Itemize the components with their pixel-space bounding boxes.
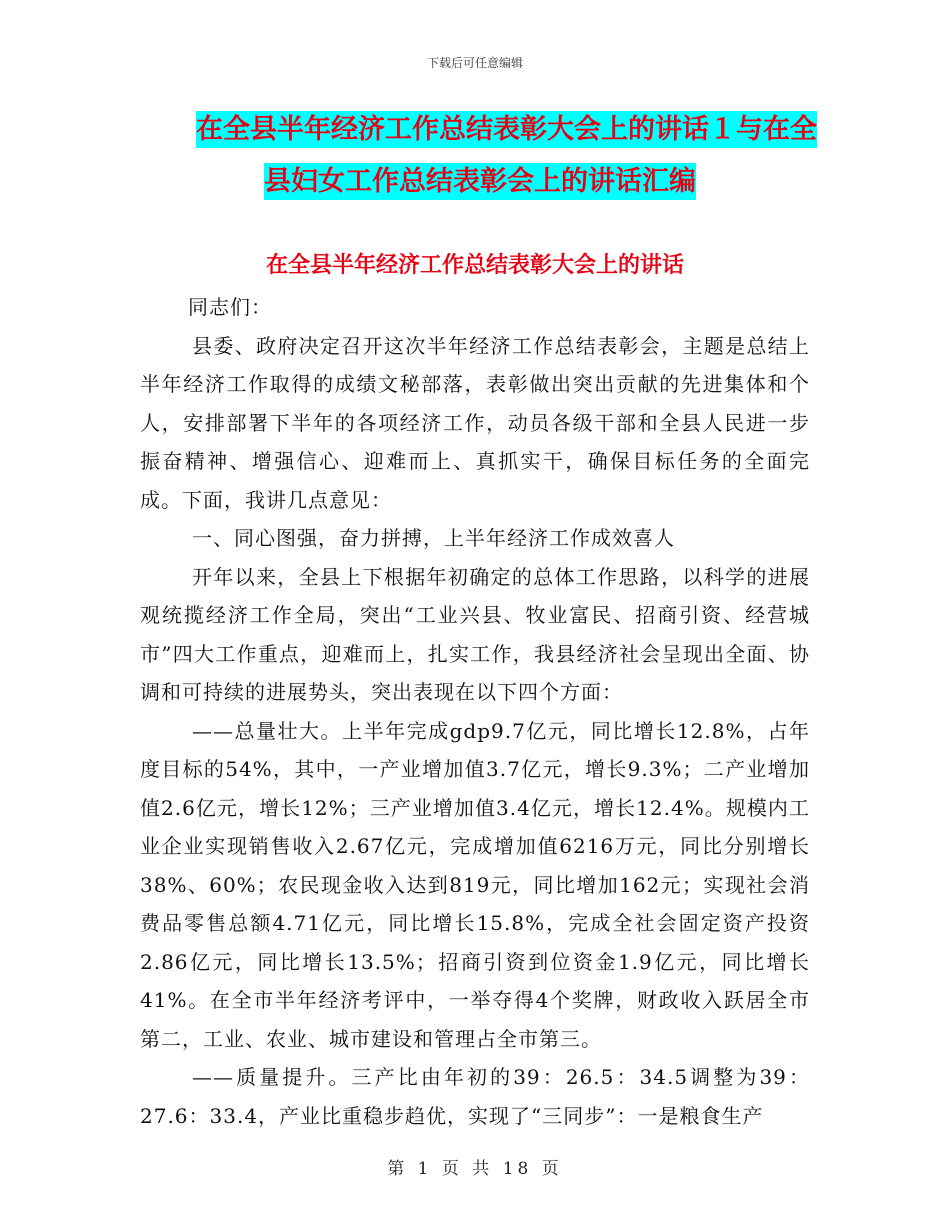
salutation: 同志们： xyxy=(188,295,272,319)
document-title-line-2 xyxy=(140,156,820,208)
document-body xyxy=(140,288,810,1135)
document-title xyxy=(140,104,820,208)
body-paragraph: 开年以来，全县上下根据年初确定的总体工作思路，以科学的进展观统揽经济工作全局，突出“工业兴县、牧业富民、招商引资、经营城市”四大工作重点，迎难而上，扎实工作，我县经济社会呈现出全面、协调和可持续的进展势头，突出表现在以下四个方面： xyxy=(140,564,810,704)
page-number: 第 1 页 共 18 页 xyxy=(387,1159,563,1179)
page-header-note: 下载后可任意编辑 xyxy=(426,56,523,70)
document-title-line-1 xyxy=(140,104,820,156)
title-highlight-2: 县妇女工作总结表彰会上的讲话汇编 xyxy=(264,163,696,200)
body-paragraph: ——质量提升。三产比由年初的39：26.5：34.5调整为39：27.6：33.4，产业比重稳步趋优，实现了“三同步”：一是粮食生产 xyxy=(140,1065,810,1128)
body-paragraph: ——总量壮大。上半年完成gdp9.7亿元，同比增长12.8%，占年度目标的54%，其中，一产业增加值3.7亿元，增长9.3%；二产业增加值2.6亿元，增长12%；三产业增加值3.4亿元，增长12.4%。规模内工业企业实现销售收入2.67亿元，完成增加值6216万元，同比分别增长38%、60%；农民现金收入达到819元，同比增加162元；实现社会消费品零售总额4.71亿元，同比增长15.8%，完成全社会固定资产投资2.86亿元，同比增长13.5%；招商引资到位资金1.9亿元，同比增长41%。在全市半年经济考评中，一举夺得4个奖牌，财政收入跃居全市第二，工业、农业、城市建设和管理占全市第三。 xyxy=(140,718,810,1051)
title-highlight-1: 在全县半年经济工作总结表彰大会上的讲话１与在全 xyxy=(196,111,817,148)
body-paragraph: 县委、政府决定召开这次半年经济工作总结表彰会，主题是总结上半年经济工作取得的成绩文秘部落，表彰做出突出贡献的先进集体和个人，安排部署下半年的各项经济工作，动员各级干部和全县人民进一步振奋精神、增强信心、迎难而上、真抓实干，确保目标任务的全面完成。下面，我讲几点意见： xyxy=(140,333,810,512)
section-heading-1: 一、同心图强，奋力拼搏，上半年经济工作成效喜人 xyxy=(192,526,675,550)
speech-title: 在全县半年经济工作总结表彰大会上的讲话 xyxy=(265,253,684,278)
